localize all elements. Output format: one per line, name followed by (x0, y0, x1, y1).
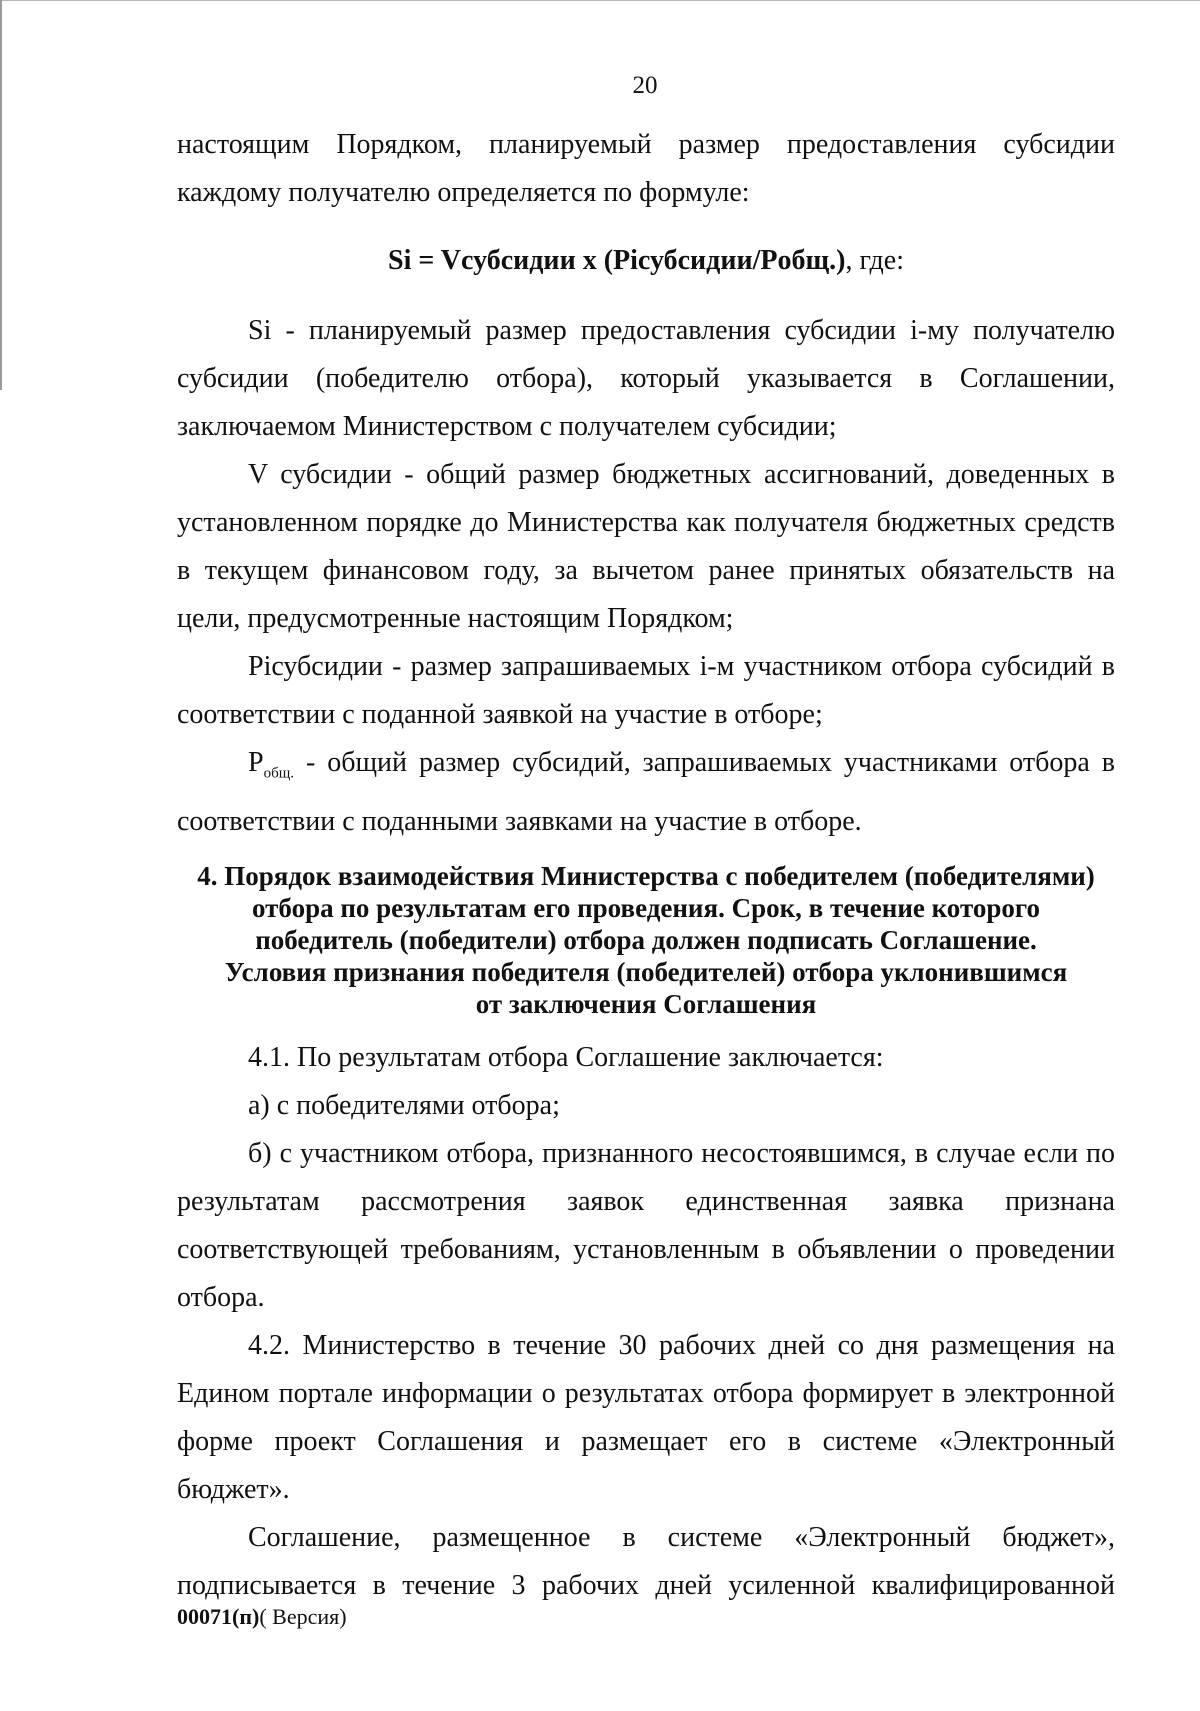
formula-suffix: , где: (845, 245, 904, 276)
section-heading-line: 4. Порядок взаимодействия Министерства с победителем (победителями) (197, 861, 1095, 891)
definition-pobsh (177, 739, 1115, 846)
intro-paragraph: настоящим Порядком, планируемый размер предоставления субсидии каждому получателю определяется по формуле: (177, 129, 1115, 208)
section-heading-line: отбора по результатам его проведения. Срок, в течение которого (252, 893, 1040, 923)
clause-4-1: 4.1. По результатам отбора Соглашение заключается: (248, 1042, 884, 1073)
scan-top-edge (0, 0, 1200, 1)
definition-si: Si - планируемый размер предоставления субсидии i-му получателю субсидии (победителю отбора), который указывается в Соглашении, заключаемом Министерством с получателем субсидии; (177, 315, 1115, 442)
section-heading-line: победитель (победители) отбора должен подписать Соглашение. (255, 925, 1037, 955)
scan-left-edge (0, 0, 2, 390)
definition-pi: Piсубсидии - размер запрашиваемых i-м участником отбора субсидий в соответствии с поданной заявкой на участие в отборе; (177, 651, 1115, 730)
section-heading-line: Условия признания победителя (победителей) отбора уклонившимся (224, 957, 1068, 987)
footer-code: 00071(п) (177, 1604, 260, 1629)
formula-expression: Si = Vсубсидии x (Piсубсидии/Pобщ.) (388, 245, 846, 276)
footer-version-label: ( Версия) (259, 1604, 347, 1629)
formula-line (177, 237, 1115, 285)
section-heading-line: от заключения Соглашения (475, 989, 817, 1019)
lower-text-block (177, 1034, 1115, 1610)
pobsh-symbol: P (248, 747, 264, 778)
clause-4-1-a: а) с победителями отбора; (248, 1090, 560, 1121)
agreement-paragraph: Соглашение, размещенное в системе «Электронный бюджет», подписывается в течение 3 рабочих дней усиленной квалифицированной (177, 1522, 1115, 1601)
footer-version (177, 1604, 347, 1630)
pobsh-text: - общий размер субсидий, запрашиваемых участниками отбора в соответствии с поданными заявками на участие в отборе. (177, 747, 1115, 837)
definition-v: V субсидии - общий размер бюджетных ассигнований, доведенных в установленном порядке до Министерства как получателя бюджетных средств в текущем финансовом году, за вычетом ранее принятых обязательств на цели, предусмотренные настоящим Порядком; (177, 459, 1115, 634)
pobsh-subscript: общ. (263, 765, 295, 782)
page-number: 20 (632, 72, 658, 99)
upper-text-block (177, 121, 1115, 846)
clause-4-2: 4.2. Министерство в течение 30 рабочих дней со дня размещения на Едином портале информации о результатах отбора формирует в электронной форме проект Соглашения и размещает его в системе «Электронный бюджет». (177, 1330, 1115, 1505)
clause-4-1-b: б) с участником отбора, признанного несостоявшимся, в случае если по результатам рассмотрения заявок единственная заявка признана соответствующей требованиям, установленным в объявлении о проведении отбора. (177, 1138, 1115, 1313)
section-heading (177, 860, 1115, 1020)
